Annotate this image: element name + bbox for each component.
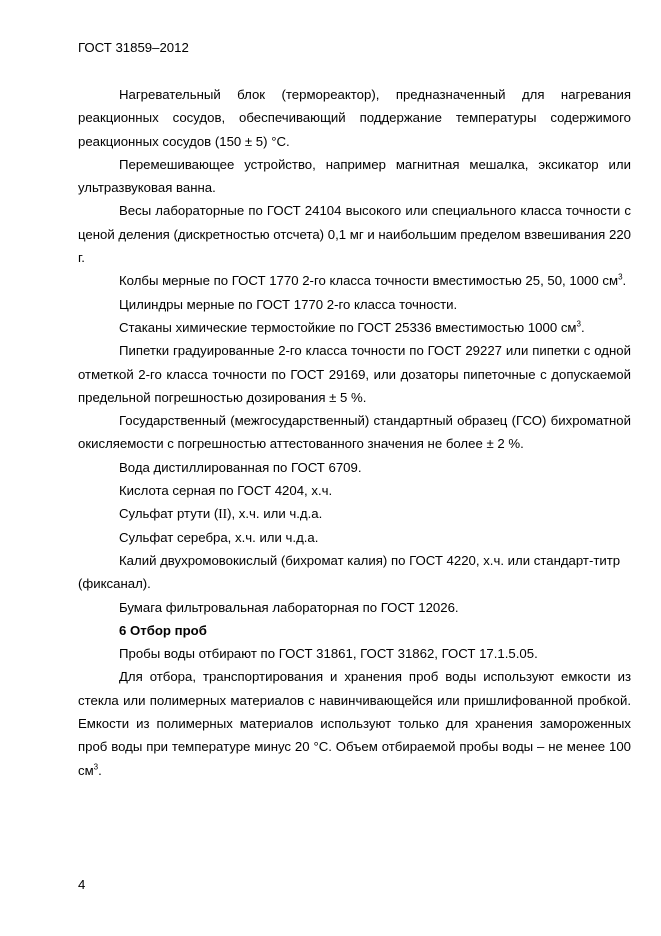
paragraph-containers	[78, 665, 631, 781]
paragraph-end: ), х.ч. или ч.д.а.	[227, 506, 323, 522]
paragraph-sulfuric-acid: Кислота серная по ГОСТ 4204, х.ч.	[119, 483, 333, 499]
paragraph-end: .	[580, 319, 585, 335]
paragraph-water-sampling: Пробы воды отбирают по ГОСТ 31861, ГОСТ 31862, ГОСТ 17.1.5.05.	[119, 646, 538, 662]
paragraph-text: Стаканы химические термостойкие по ГОСТ 25336 вместимостью 1000 см	[119, 319, 577, 335]
paragraph-pipettes: Пипетки градуированные 2-го класса точности по ГОСТ 29227 или пипетки с одной отметкой 2-го класса точности по ГОСТ 29169, или дозаторы пипеточные с допускаемой предельной погрешностью дозирования ± 5 %.	[78, 343, 631, 405]
paragraph-end: .	[622, 273, 627, 289]
paragraph-text: Для отбора, транспортирования и хранения проб воды используют емкости из стекла или полимерных материалов с навинчивающейся или пришлифованной пробкой. Емкости из полимерных материалов используют только для хранения замороженных проб воды при температуре минус 20 °С. Объем отбираемой пробы воды – не менее 100 см	[78, 669, 631, 778]
paragraph-potassium-dichromate: Калий двухромовокислый (бихромат калия) по ГОСТ 4220, х.ч. или стандарт-титр (фиксанал).	[78, 552, 621, 592]
page-body	[78, 83, 631, 782]
paragraph-mixing-device: Перемешивающее устройство, например магнитная мешалка, эксикатор или ультразвуковая ванна.	[78, 156, 631, 196]
paragraph-heating-block: Нагревательный блок (термореактор), предназначенный для нагревания реакционных сосудов, обеспечивающий поддержание температуры содержимого реакционных сосудов (150 ± 5) °С.	[78, 87, 631, 149]
paragraph-cylinders: Цилиндры мерные по ГОСТ 1770 2-го класса точности.	[119, 296, 458, 312]
paragraph-distilled-water: Вода дистиллированная по ГОСТ 6709.	[119, 459, 362, 475]
paragraph-text: Колбы мерные по ГОСТ 1770 2-го класса точности вместимостью 25, 50, 1000 см	[119, 273, 619, 289]
paragraph-beakers	[78, 316, 631, 339]
superscript: 3	[93, 762, 99, 772]
roman-numeral: II	[218, 506, 228, 522]
paragraph-text: Сульфат ртути (	[119, 506, 219, 522]
paragraph-volumetric-flasks	[78, 269, 631, 292]
superscript: 3	[618, 272, 623, 282]
paragraph-end: .	[98, 762, 102, 778]
paragraph-filter-paper: Бумага фильтровальная лабораторная по ГОСТ 12026.	[119, 599, 459, 615]
page-number: 4	[78, 877, 86, 892]
document-header: ГОСТ 31859–2012	[78, 40, 189, 55]
paragraph-reference-sample: Государственный (межгосударственный) стандартный образец (ГСО) бихроматной окисляемости с погрешностью аттестованного значения не более ± 2 %.	[78, 413, 631, 452]
paragraph-mercury-sulfate	[78, 502, 631, 525]
superscript: 3	[576, 319, 581, 329]
paragraph-scales: Весы лабораторные по ГОСТ 24104 высокого или специального класса точности с ценой деления (дискретностью отсчета) 0,1 мг и наибольшим пределом взвешивания 220 г.	[78, 203, 631, 266]
section-heading: 6 Отбор проб	[119, 622, 207, 638]
paragraph-silver-sulfate: Сульфат серебра, х.ч. или ч.д.а.	[119, 529, 319, 545]
